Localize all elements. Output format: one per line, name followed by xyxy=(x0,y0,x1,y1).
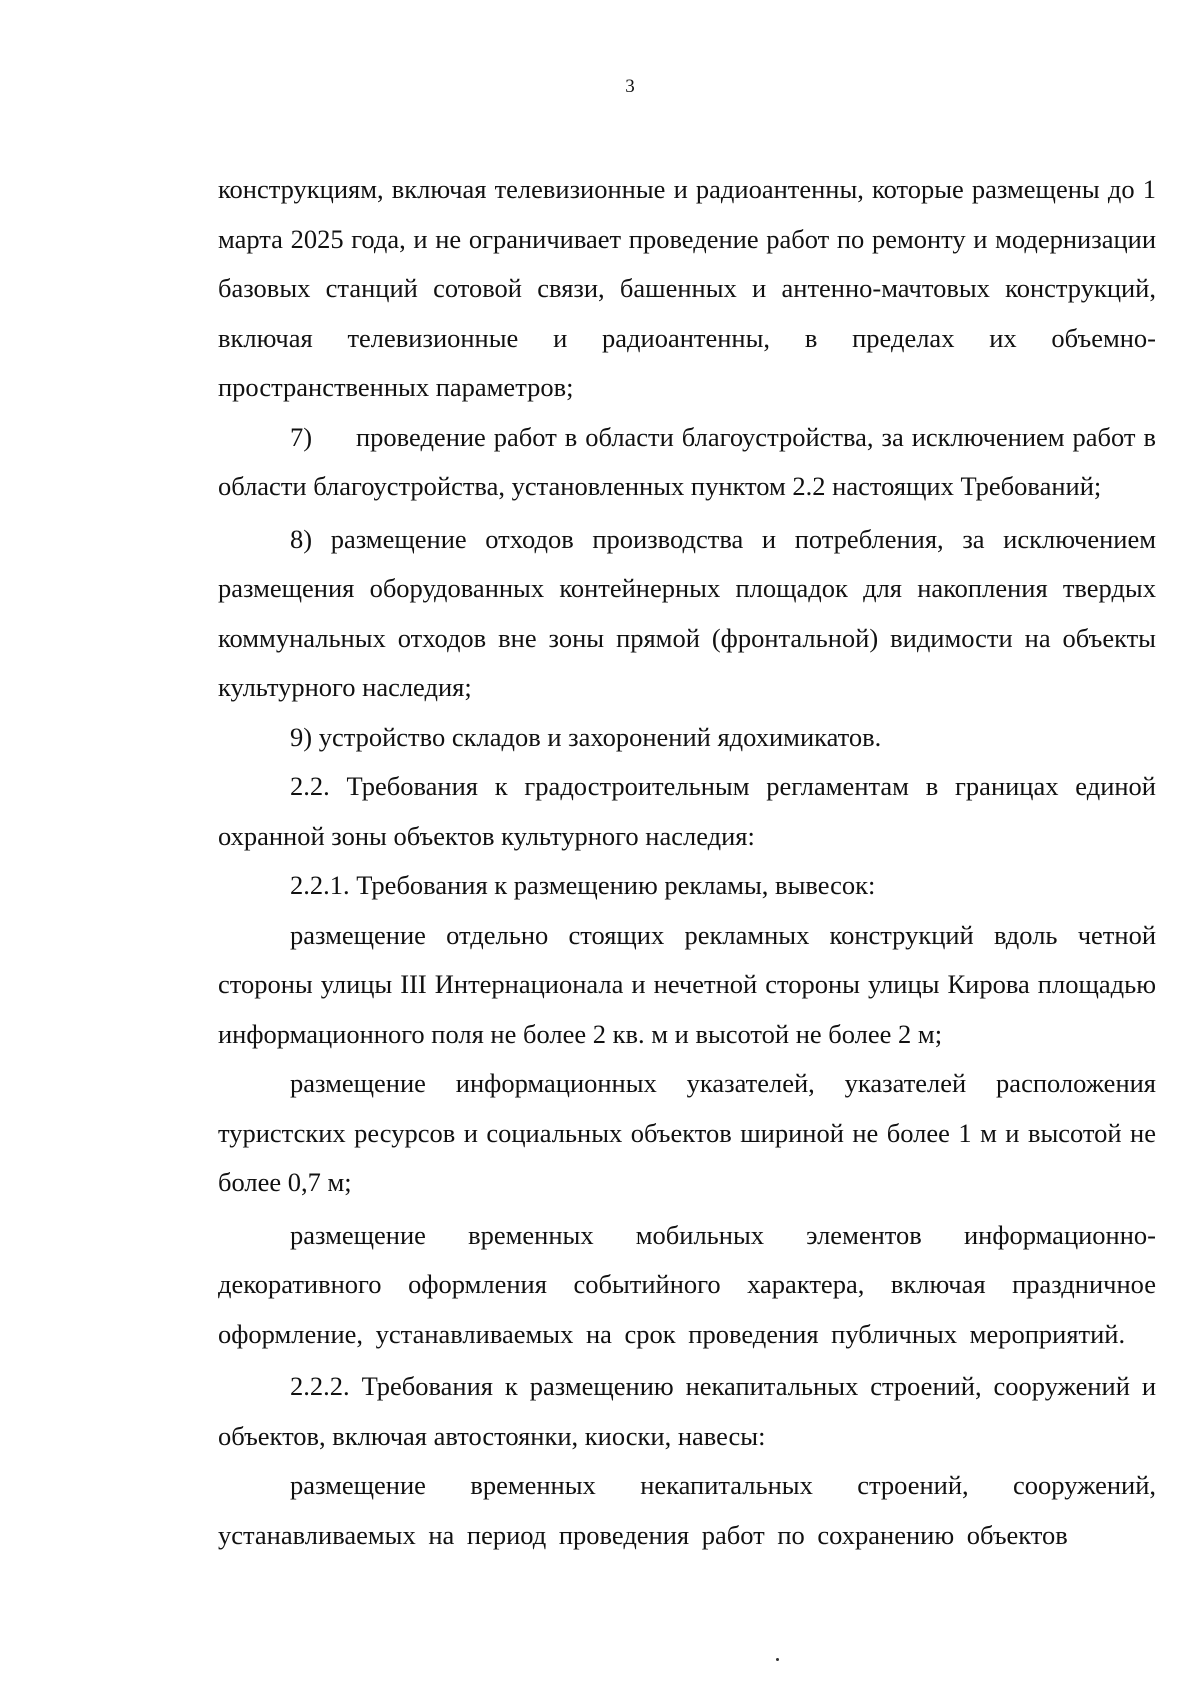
scan-speck xyxy=(776,1658,779,1661)
paragraph-section-2-2: 2.2. Требования к градостроительным регламентам в границах единой охранной зоны объектов культурного наследия: xyxy=(218,771,1156,851)
document-body xyxy=(218,165,1156,1560)
page-number: 3 xyxy=(625,76,635,97)
paragraph-temporary-structures: размещение временных некапитальных строений, сооружений, устанавливаемых на период проведения работ по сохранению объектов xyxy=(218,1470,1156,1550)
paragraph-advertising: размещение отдельно стоящих рекламных конструкций вдоль четной стороны улицы III Интернационала и нечетной стороны улицы Кирова площадью информационного поля не более 2 кв. м и высотой не более 2 м; xyxy=(218,919,1156,1049)
paragraph-item-9: 9) устройство складов и захоронений ядохимикатов. xyxy=(290,721,882,752)
paragraph-continuation: конструкциям, включая телевизионные и радиоантенны, которые размещены до 1 марта 2025 года, и не ограничивает проведение работ по ремонту и модернизации базовых станций сотовой связи, башенных и антенно-мачтовых конструкций, включая телевизионные и радиоантенны, в пределах их объемно-пространственных параметров; xyxy=(218,174,1156,402)
paragraph-signs: размещение информационных указателей, указателей расположения туристских ресурсов и социальных объектов шириной не более 1 м и высотой не более 0,7 м; xyxy=(218,1068,1156,1197)
paragraph-section-2-2-1: 2.2.1. Требования к размещению рекламы, вывесок: xyxy=(290,870,876,900)
paragraph-decorations: размещение временных мобильных элементов информационно-декоративного оформления событийного характера, включая праздничное оформление, устанавливаемых на срок проведения публичных мероприятий. xyxy=(218,1219,1156,1349)
paragraph-item-8: 8) размещение отходов производства и потребления, за исключением размещения оборудованных контейнерных площадок для накопления твердых коммунальных отходов вне зоны прямой (фронтальной) видимости на объекты культурного наследия; xyxy=(218,523,1156,702)
paragraph-section-2-2-2: 2.2.2. Требования к размещению некапитальных строений, сооружений и объектов, включая автостоянки, киоски, навесы: xyxy=(218,1371,1156,1451)
paragraph-text: проведение работ в области благоустройства, за исключением работ в области благоустройства, установленных пунктом 2.2 настоящих Требований; xyxy=(218,421,1156,501)
paragraph-item-7 xyxy=(218,413,1156,512)
item-number: 7) xyxy=(290,421,313,452)
